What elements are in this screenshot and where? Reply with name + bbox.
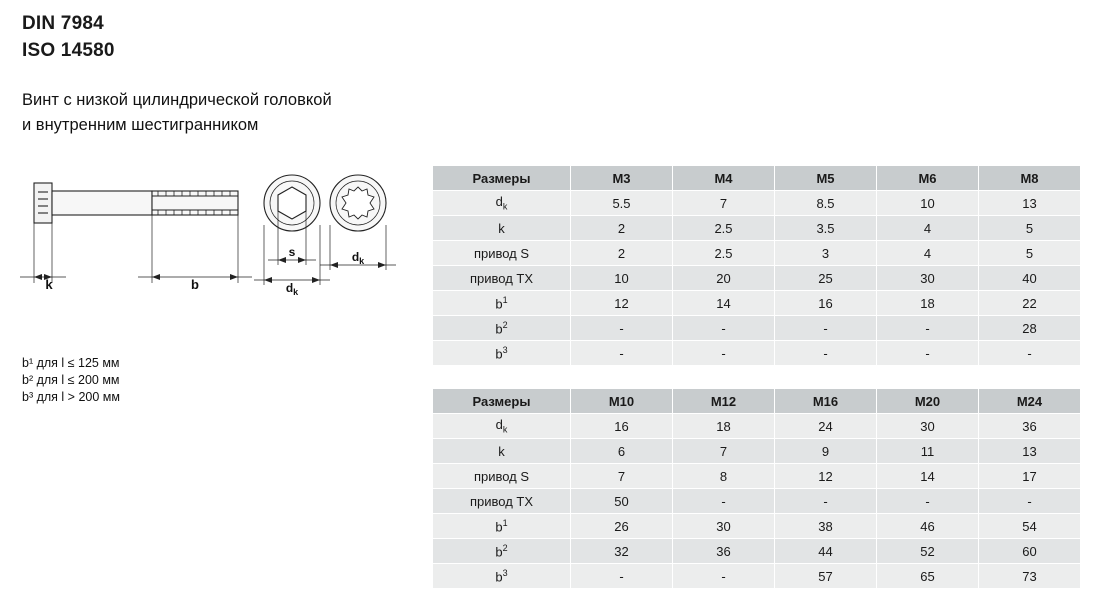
table-cell: - xyxy=(775,489,877,514)
column-header: M4 xyxy=(673,166,775,191)
table-cell: 5 xyxy=(979,216,1081,241)
table-row xyxy=(433,316,1081,341)
row-label-drive-s: привод S xyxy=(433,241,571,266)
table-cell: 50 xyxy=(571,489,673,514)
table-cell: - xyxy=(673,341,775,366)
table-row xyxy=(433,191,1081,216)
table-cell: 36 xyxy=(673,539,775,564)
table-row xyxy=(433,464,1081,489)
table-cell: 24 xyxy=(775,414,877,439)
row-label-b3: $b^3$ xyxy=(433,341,571,366)
table-cell: 32 xyxy=(571,539,673,564)
table-row xyxy=(433,439,1081,464)
column-header: M5 xyxy=(775,166,877,191)
table-cell: 12 xyxy=(571,291,673,316)
footnotes xyxy=(22,355,120,406)
table-row xyxy=(433,414,1081,439)
table-cell: 9 xyxy=(775,439,877,464)
table-cell: 7 xyxy=(673,439,775,464)
column-header: M10 xyxy=(571,389,673,414)
table-row xyxy=(433,564,1081,589)
column-header: M24 xyxy=(979,389,1081,414)
dim-label-s: s xyxy=(288,245,296,259)
column-header: M8 xyxy=(979,166,1081,191)
table-cell: 13 xyxy=(979,439,1081,464)
table-cell: 2.5 xyxy=(673,216,775,241)
table-cell: 36 xyxy=(979,414,1081,439)
table-cell: 10 xyxy=(877,191,979,216)
table-cell: 4 xyxy=(877,216,979,241)
row-label-b2: $b^2$ xyxy=(433,539,571,564)
column-header: M6 xyxy=(877,166,979,191)
table-cell: 20 xyxy=(673,266,775,291)
table-cell: - xyxy=(673,316,775,341)
table-cell: 52 xyxy=(877,539,979,564)
column-header: M16 xyxy=(775,389,877,414)
column-header: M20 xyxy=(877,389,979,414)
footnote-b1: b¹ для l ≤ 125 мм xyxy=(22,356,120,370)
table-cell: - xyxy=(979,489,1081,514)
row-label-k: k xyxy=(433,216,571,241)
standard-number-din: DIN 7984 xyxy=(22,13,104,34)
row-label-b1: $b^1$ xyxy=(433,291,571,316)
row-label-b2: $b^2$ xyxy=(433,316,571,341)
product-description-line-2: и внутренним шестигранником xyxy=(22,116,259,134)
table-cell: 16 xyxy=(775,291,877,316)
table-cell: 5.5 xyxy=(571,191,673,216)
dim-label-dk-tx: $d_k$ xyxy=(351,250,365,266)
table-cell: 13 xyxy=(979,191,1081,216)
table-cell: 10 xyxy=(571,266,673,291)
table-cell: 12 xyxy=(775,464,877,489)
column-header: Размеры xyxy=(433,389,571,414)
table-cell: 2 xyxy=(571,241,673,266)
table-header-row xyxy=(433,389,1081,414)
dim-label-k: k xyxy=(45,277,53,292)
product-description-line-1: Винт с низкой цилиндрической головкой xyxy=(22,91,332,109)
dim-label-b: b xyxy=(191,277,199,292)
table-row xyxy=(433,266,1081,291)
table-row xyxy=(433,341,1081,366)
standard-number-iso: ISO 14580 xyxy=(22,40,115,61)
table-cell: - xyxy=(571,316,673,341)
row-label-b1: $b^1$ xyxy=(433,514,571,539)
table-cell: 3 xyxy=(775,241,877,266)
table-cell: 7 xyxy=(673,191,775,216)
table-cell: - xyxy=(877,316,979,341)
row-label-dk: $d_k$ xyxy=(433,191,571,216)
table-row xyxy=(433,489,1081,514)
table-row xyxy=(433,514,1081,539)
column-header: Размеры xyxy=(433,166,571,191)
row-label-drive-s: привод S xyxy=(433,464,571,489)
table-cell: - xyxy=(877,489,979,514)
table-cell: 17 xyxy=(979,464,1081,489)
table-cell: 30 xyxy=(877,414,979,439)
table-cell: 2.5 xyxy=(673,241,775,266)
table-cell: - xyxy=(775,341,877,366)
table-cell: 14 xyxy=(877,464,979,489)
table-cell: 26 xyxy=(571,514,673,539)
screw-drawing-svg xyxy=(10,165,410,315)
table-row xyxy=(433,291,1081,316)
table-cell: - xyxy=(979,341,1081,366)
table-row xyxy=(433,241,1081,266)
table-cell: 25 xyxy=(775,266,877,291)
table-cell: - xyxy=(877,341,979,366)
table-cell: 4 xyxy=(877,241,979,266)
table-row xyxy=(433,539,1081,564)
table-cell: 8.5 xyxy=(775,191,877,216)
table-cell: 40 xyxy=(979,266,1081,291)
column-header: M3 xyxy=(571,166,673,191)
table-cell: 30 xyxy=(673,514,775,539)
dim-label-dk-hex: $d_k$ xyxy=(285,281,299,297)
table-cell: 18 xyxy=(673,414,775,439)
table-cell: 22 xyxy=(979,291,1081,316)
table-cell: 57 xyxy=(775,564,877,589)
product-description xyxy=(22,88,422,138)
table-cell: 73 xyxy=(979,564,1081,589)
table-cell: 6 xyxy=(571,439,673,464)
table-cell: 2 xyxy=(571,216,673,241)
dimensions-table-large xyxy=(432,388,1081,589)
table-cell: - xyxy=(775,316,877,341)
table-cell: 16 xyxy=(571,414,673,439)
table-cell: 60 xyxy=(979,539,1081,564)
table-cell: 54 xyxy=(979,514,1081,539)
table-header-row xyxy=(433,166,1081,191)
table-cell: 5 xyxy=(979,241,1081,266)
table-cell: 28 xyxy=(979,316,1081,341)
row-label-drive-tx: привод TX xyxy=(433,489,571,514)
column-header: M12 xyxy=(673,389,775,414)
row-label-dk: $d_k$ xyxy=(433,414,571,439)
row-label-drive-tx: привод TX xyxy=(433,266,571,291)
table-cell: - xyxy=(571,564,673,589)
table-cell: 7 xyxy=(571,464,673,489)
table-cell: 18 xyxy=(877,291,979,316)
table-cell: - xyxy=(673,564,775,589)
table-cell: - xyxy=(571,341,673,366)
technical-drawing xyxy=(10,165,410,315)
table-cell: 65 xyxy=(877,564,979,589)
table-cell: 3.5 xyxy=(775,216,877,241)
table-cell: 14 xyxy=(673,291,775,316)
table-cell: - xyxy=(673,489,775,514)
table-row xyxy=(433,216,1081,241)
footnote-b3: b³ для l > 200 мм xyxy=(22,390,120,404)
table-cell: 46 xyxy=(877,514,979,539)
table-cell: 44 xyxy=(775,539,877,564)
table-cell: 30 xyxy=(877,266,979,291)
table-cell: 38 xyxy=(775,514,877,539)
table-cell: 11 xyxy=(877,439,979,464)
dimensions-table-small xyxy=(432,165,1081,366)
row-label-k: k xyxy=(433,439,571,464)
row-label-b3: $b^3$ xyxy=(433,564,571,589)
footnote-b2: b² для l ≤ 200 мм xyxy=(22,373,120,387)
table-cell: 8 xyxy=(673,464,775,489)
title-block xyxy=(22,10,422,138)
